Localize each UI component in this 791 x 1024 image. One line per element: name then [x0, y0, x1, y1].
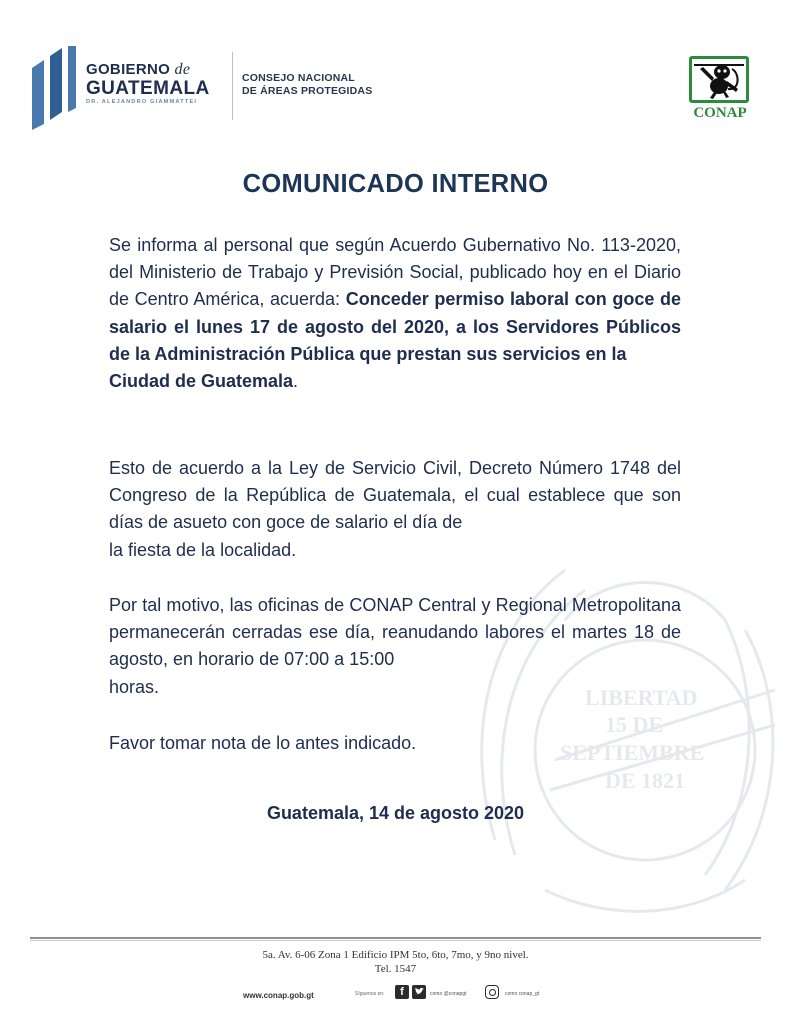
svg-text:SEPTIEMBRE: SEPTIEMBRE	[560, 740, 705, 765]
footer-divider-thin	[30, 940, 761, 941]
document-title: COMUNICADO INTERNO	[242, 170, 549, 198]
gobierno-de-guatemala-logo	[28, 44, 388, 130]
svg-text:DE 1821: DE 1821	[605, 768, 686, 793]
instagram-icon[interactable]	[485, 985, 499, 999]
council-name: CONSEJO NACIONAL DE ÁREAS PROTEGIDAS	[242, 72, 373, 98]
twitter-icon[interactable]	[412, 985, 426, 999]
paragraph-legal-basis: Esto de acuerdo a la Ley de Servicio Civil, Decreto Número 1748 del Congreso de la República de Guatemala, el cual establece que son días de asueto con goce de salario el día de la fiesta de la localidad.	[109, 458, 681, 560]
svg-text:15 DE: 15 DE	[605, 712, 664, 737]
social-handle: como @conapgt	[430, 991, 467, 997]
instagram-handle: como conap_gt	[505, 991, 540, 997]
paragraph-announcement: Se informa al personal que según Acuerdo Gubernativo No. 113-2020, del Ministerio de Trabajo y Previsión Social, publicado hoy en el Diario de Centro América, acuerda: Conceder permiso laboral con goce de salario el lunes 17 de agosto del 2020, a los Servidores Públicos de la Administración Pública que prestan sus servicios en la Ciudad de Guatemala.	[109, 235, 682, 392]
gobierno-wordmark: GOBIERNO de GUATEMALA DR. ALEJANDRO GIAMMATTEI	[86, 61, 210, 105]
footer-website[interactable]: www.conap.gob.gt	[243, 991, 314, 1000]
logo-divider	[232, 52, 233, 120]
paragraph-office-closure: Por tal motivo, las oficinas de CONAP Central y Regional Metropolitana permanecerán cerradas ese día, reanudando labores el martes 18 de agosto, en horario de 07:00 a 15:00 horas.	[109, 595, 681, 697]
conap-wordmark: CONAP	[693, 105, 747, 121]
svg-text:LIBERTAD: LIBERTAD	[585, 685, 698, 710]
dateline: Guatemala, 14 de agosto 2020	[266, 803, 525, 823]
footer-follow-label: Síguenos en:	[355, 991, 385, 997]
conap-logo	[686, 56, 756, 122]
paragraph-closing-note: Favor tomar nota de lo antes indicado.	[109, 733, 417, 753]
guatemala-bars-icon	[28, 46, 80, 130]
facebook-icon[interactable]: f	[395, 985, 409, 999]
footer-address: 5a. Av. 6-06 Zona 1 Edificio IPM 5to, 6to, 7mo, y 9no nivel. Tel. 1547	[262, 949, 529, 975]
conap-monkey-icon	[689, 56, 749, 103]
footer-divider	[30, 937, 761, 939]
coat-of-arms-watermark	[455, 510, 791, 930]
